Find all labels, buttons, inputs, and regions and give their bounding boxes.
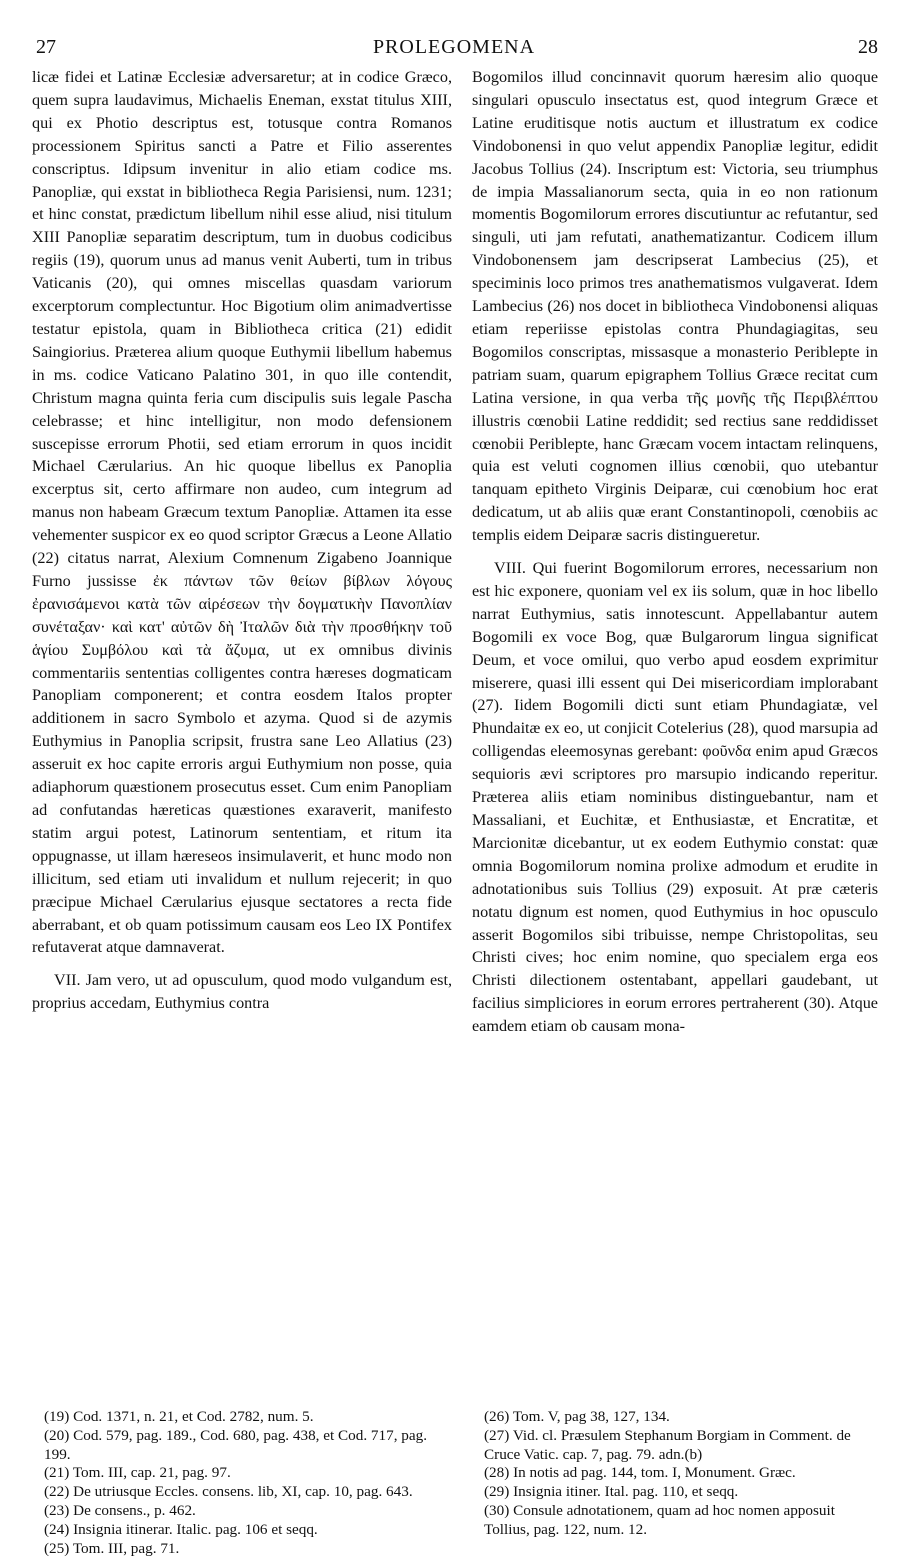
running-title: PROLEGOMENA: [372, 36, 536, 58]
footnote-24: (24) Insignia itinerar. Italic. pag. 106 et seqq.: [44, 1520, 318, 1538]
running-header: [30, 36, 878, 60]
footnotes-left: [32, 1408, 452, 1558]
footnote-28: (28) In notis ad pag. 144, tom. I, Monument. Græc.: [484, 1464, 796, 1482]
footnote-25: (25) Tom. III, pag. 71.: [44, 1539, 180, 1557]
right-paragraph-continued: Bogomilos illud concinnavit quorum hæresim alio quoque singulari opusculo insectatus est, quod integrum Græce et Latine eruditisque notis auctum et illustratum ex codice Vindobonensi in quo velut appendix Panopliæ legitur, edidit Jacobus Tollius (24). Inscriptum est: Victoria, seu triumphus de impia Massalianorum secta, quia in eo non rationum momentis Bogomilorum errores discutiuntur ac refutantur, sed singuli, uti jam refutati, anathematizantur. Codicem illum Vindobonensem jam descripserat Lambecius (25), et speciminis loco primos tres anathematismos vulgaverat. Idem Lambecius (26) nos docet in bibliotheca Vindobonensi aliquas etiam reperiisse epistolas contra Phundagiagitas, seu Bogomilos conscriptas, missasque a monasterio Periblepte in patriam suam, quarum epigraphem Tollius Græce recitat cum Latina versione, in qua verba τῆς μονῆς τῆς Περιβλέπτου illustris cœnobii Latine reddidit; sed rectius sane reddidisset cœnobii Periblepte, hanc Græcam vocem intactam relinquens, quia est veluti cognomen illius cœnobii, quo utebantur tanquam epitheto Virginis Deiparæ, cui cœnobium hoc erat dedicatum, ut ab aliis quæ erant Constantinopoli, cœnobiis ac templis eidem Deiparæ sacris distingueretur.: [472, 68, 878, 545]
footnote-22: (22) De utriusque Eccles. consens. lib, XI, cap. 10, pag. 643.: [44, 1483, 413, 1501]
footnote-27: (27) Vid. cl. Præsulem Stephanum Borgiam in Comment. de Cruce Vatic. cap. 7, pag. 79. adn.(b): [484, 1426, 851, 1463]
footnote-30: (30) Consule adnotationem, quam ad hoc nomen apposuit Tollius, pag. 122, num. 12.: [484, 1501, 835, 1538]
footnote-20: (20) Cod. 579, pag. 189., Cod. 680, pag. 438, et Cod. 717, pag. 199.: [44, 1426, 428, 1463]
footnote-26: (26) Tom. V, pag 38, 127, 134.: [484, 1408, 670, 1425]
page-number-left: 27: [36, 36, 56, 58]
section-viii-paragraph: VIII. Qui fuerint Bogomilorum errores, necessarium non est hic exponere, quoniam vel ex iis solum, quæ in hoc libello narrat Euthymius, satis innotescunt. Appellabantur autem Bogomili ex voce Bog, quæ Bulgarorum lingua significat Deum, et voce omilui, quo verbo apud eosdem exprimitur miserere, quasi illi essent qui Dei misericordiam implorabant (27). Iidem Bogomili dicti sunt etiam Phundagiatæ, vel Phundaitæ ex eo, ut conjicit Cotelerius (28), quod marsupia ad colligendas eleemosynas gerebant: φοῦνδα enim apud Græcos sequioris ævi scriptores pro marsupio indicando reperitur. Præterea aliis etiam nominibus distinguebantur, nam et Massaliani, et Euchitæ, et Enthusiastæ, et Encratitæ, et Marcionitæ dicebantur, ut ex eodem Euthymio constat: quæ omnia Bogomilorum nomina prolixe admodum et erudite in adnotationibus suis Tollius (29) exposuit. At præ cæteris notatu dignum est nomen, quod Euthymius in hoc opusculo asserit Bogomilos sibi tribuisse, nempe Christopolitas, seu Christi cives; hoc enim nomine, quo specialem erga eos Christi dilectionem ostentabant, appellari gaudebant, ut facilius simpliciores in eorum errores pertraherent (30). Atque eamdem etiam ob causam mona-: [472, 559, 878, 1036]
page-number-right: 28: [858, 36, 878, 58]
footnote-23: (23) De consens., p. 462.: [44, 1501, 196, 1519]
footnote-21: (21) Tom. III, cap. 21, pag. 97.: [44, 1464, 231, 1482]
left-column: [32, 66, 452, 1015]
right-column: [472, 66, 878, 1038]
footnotes-right: [472, 1408, 878, 1540]
footnote-19: (19) Cod. 1371, n. 21, et Cod. 2782, num. 5.: [44, 1408, 314, 1425]
left-paragraph-continued: licæ fidei et Latinæ Ecclesiæ adversaretur; at in codice Græco, quem supra laudavimus, Michaelis Eneman, exstat titulus XIII, qui ex Photio descriptus est, totusque contra Romanos processionem Spiritus sancti a Patre et Filio asserentes conscriptus. Idipsum invenitur in alio etiam codice ms. Panopliæ, qui exstat in bibliotheca Regia Parisiensi, num. 1231; et hinc constat, prædictum libellum nihil esse aliud, nisi titulum XIII Panopliæ separatim descriptum, tum in duobus codicibus regiis (19), quorum unus ad manus venit Auberti, tum in tribus Vaticanis (20), qui omnes miscellas quasdam variorum excerptorum complectuntur. Hoc Bigotium olim animadvertisse testatur epistola, quam in Bibliotheca critica (21) edidit Saingiorius. Præterea alium quoque Euthymii libellum habemus in ms. codice Vaticano Palatino 301, in quo ille contendit, Christum magna quinta feria cum discipulis suis legale Pascha celebrasse; et hinc intelligitur, non modo defensionem suscepisse errorum Photii, sed etiam errorum in quos incidit Michael Cærularius. An hic quoque libellus ex Panoplia excerptus sit, certo affirmare non audeo, cum integrum ad manus non habeam Græcum textum Panopliæ. Attamen ita esse vehementer suspicor ex eo quod scriptor Græcus a Leone Allatio (22) citatus narrat, Alexium Comnenum Zigabeno Joannique Furno jussisse ἐκ πάντων τῶν θείων βίβλων λόγους ἐρανισάμενοι κατὰ τῶν αἱρέσεων τὴν δογματικὴν Πανοπλίαν συνέταξαν· καὶ κατ' αὐτῶν δὴ Ἰταλῶν διὰ τὴν προσθήκην τοῦ ἁγίου Συμβόλου καὶ τὰ ἄζυμα, ut ex omnibus divinis commentariis sententias colligentes contra hæreses dogmaticam Panopliam componerent; et contra eosdem Italos propter additionem in sacro Symbolo et azyma. Quod si de azymis Euthymius in Panoplia scripsit, frustra sane Leo Allatius (23) asseruit ex hoc capite erroris argui Euthymium non posse, quia adiaphorum quæstionem prosecutus esset. Cum enim Panopliam ad confutandas hæreticas quæstiones exaraverit, manifesto statim argui potest, Latinorum sententiam, et ritum ita oppugnasse, ut illam hæreseos insimulaverit, et hunc modo non illicitum, sed etiam uti invalidum et nullum rejecerit; in quo præcipue Michael Cærularius ejusque sectatores a recta fide aberrabant, et ob quam potissimum causam eos Leo IX Pontifex refutaverat atque damnaverat.: [32, 68, 452, 957]
footnote-29: (29) Insignia itiner. Ital. pag. 110, et seqq.: [484, 1483, 739, 1501]
section-vii-paragraph: VII. Jam vero, ut ad opusculum, quod modo vulgandum est, proprius accedam, Euthymius contra: [32, 971, 452, 1013]
